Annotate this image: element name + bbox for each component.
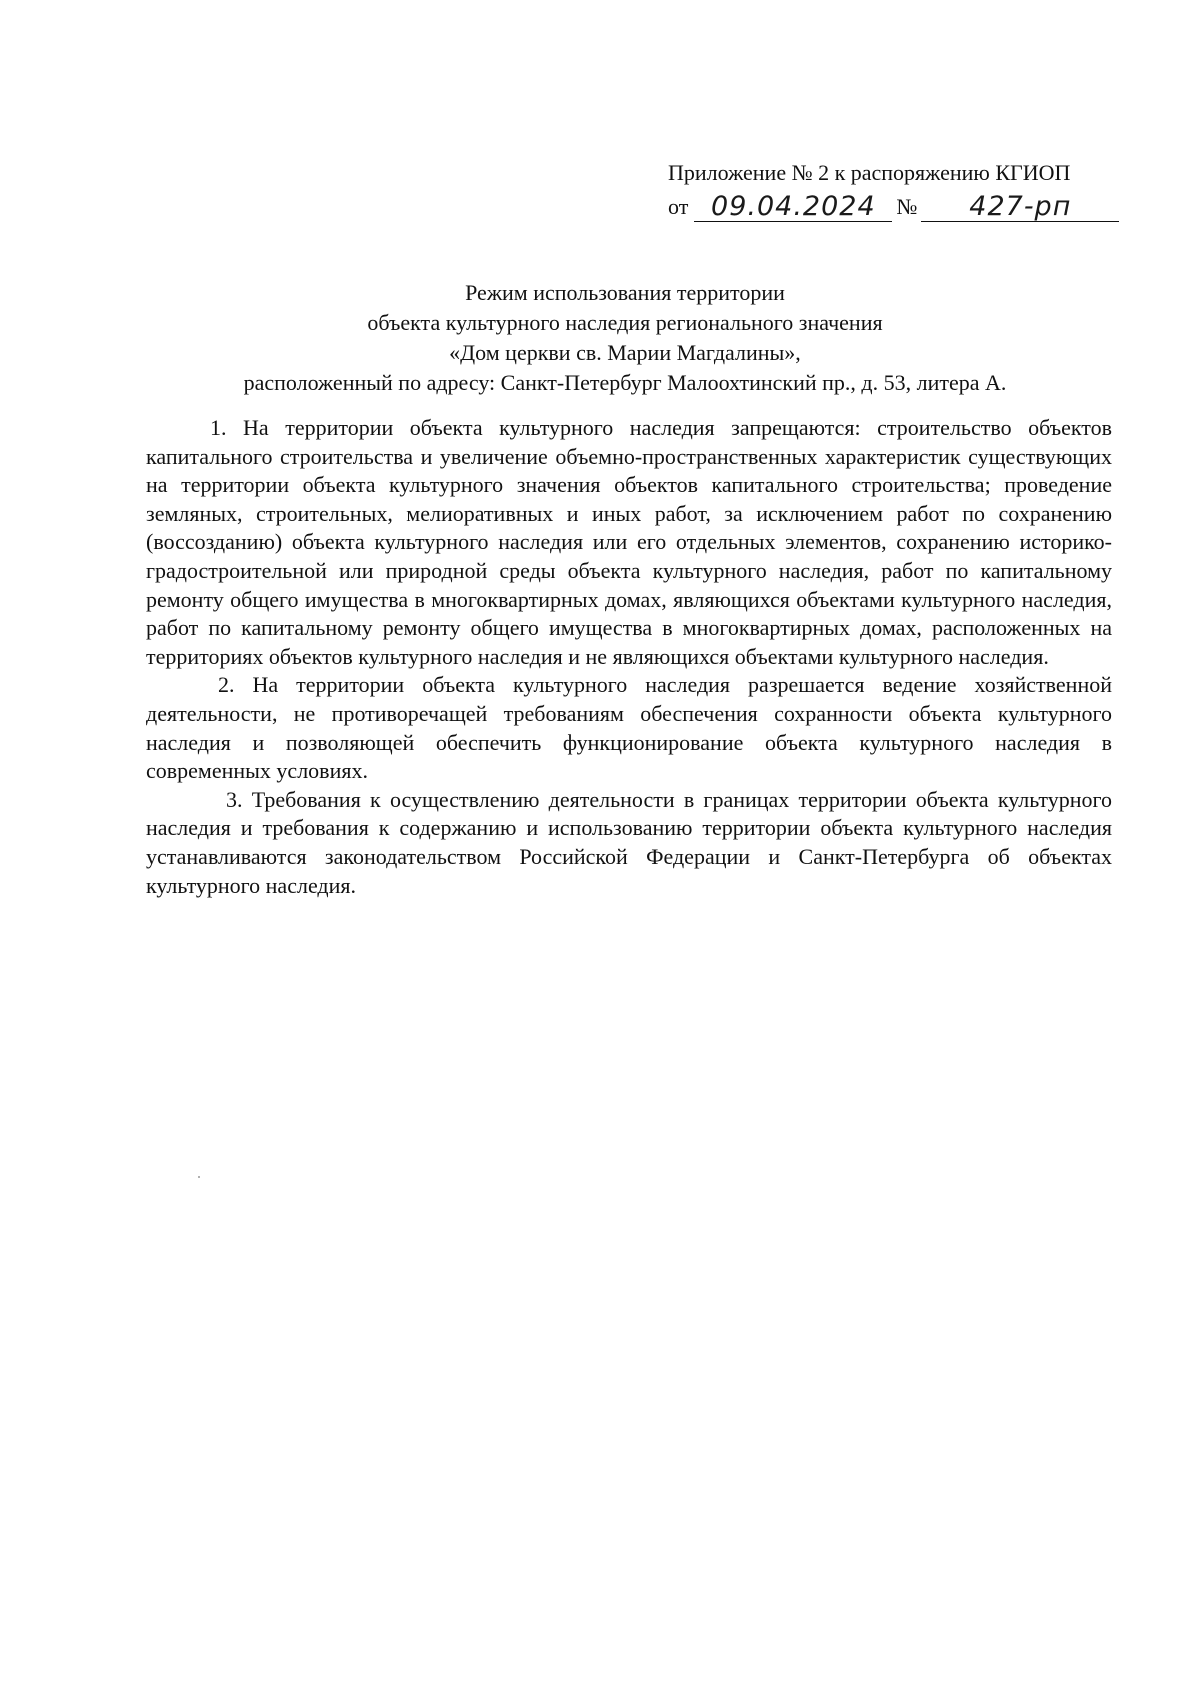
- document-title: [130, 278, 1120, 398]
- title-line-4: расположенный по адресу: Санкт-Петербург Малоохтинский пр., д. 53, литера А.: [243, 370, 1007, 395]
- paragraph-2: 2. На территории объекта культурного наследия разрешается ведение хозяйственной деятельности, не противоречащей требованиям обеспечения сохранности объекта культурного наследия и позволяющей обеспечить функционирование объекта культурного наследия в современных условиях.: [146, 672, 1112, 784]
- appendix-date-number-line: [668, 188, 1128, 222]
- handwritten-order-number: 427-рп: [921, 193, 1119, 222]
- number-prefix: №: [896, 194, 918, 219]
- title-line-1: Режим использования территории: [465, 280, 785, 305]
- paragraph-3: 3. Требования к осуществлению деятельности в границах территории объекта культурного наследия и требования к содержанию и использованию территории объекта культурного наследия устанавливаются законодательством Российской Федерации и Санкт-Петербурга об объектах культурного наследия.: [146, 786, 1112, 898]
- document-body: [146, 414, 1112, 900]
- scan-speck: [198, 1176, 200, 1178]
- date-prefix: от: [668, 194, 689, 219]
- paragraph-1: 1. На территории объекта культурного наследия запрещаются: строительство объектов капитального строительства и увеличение объемно-пространственных характеристик существующих на территории объекта культурного значения объектов капитального строительства; проведение земляных, строительных, мелиоративных и иных работ, за исключением работ по сохранению (воссозданию) объекта культурного наследия или его отдельных элементов, сохранению историко-градостроительной или природной среды объекта культурного наследия, работ по капитальному ремонту общего имущества в многоквартирных домах, являющихся объектами культурного наследия, работ по капитальному ремонту общего имущества в многоквартирных домах, расположенных на территориях объектов культурного наследия и не являющихся объектами культурного наследия.: [146, 415, 1112, 669]
- title-line-2: объекта культурного наследия регионального значения: [367, 310, 883, 335]
- appendix-heading: Приложение № 2 к распоряжению КГИОП: [668, 160, 1071, 185]
- handwritten-date: 09.04.2024: [694, 193, 892, 222]
- title-line-3: «Дом церкви св. Марии Магдалины»,: [449, 340, 801, 365]
- appendix-reference: [668, 158, 1128, 222]
